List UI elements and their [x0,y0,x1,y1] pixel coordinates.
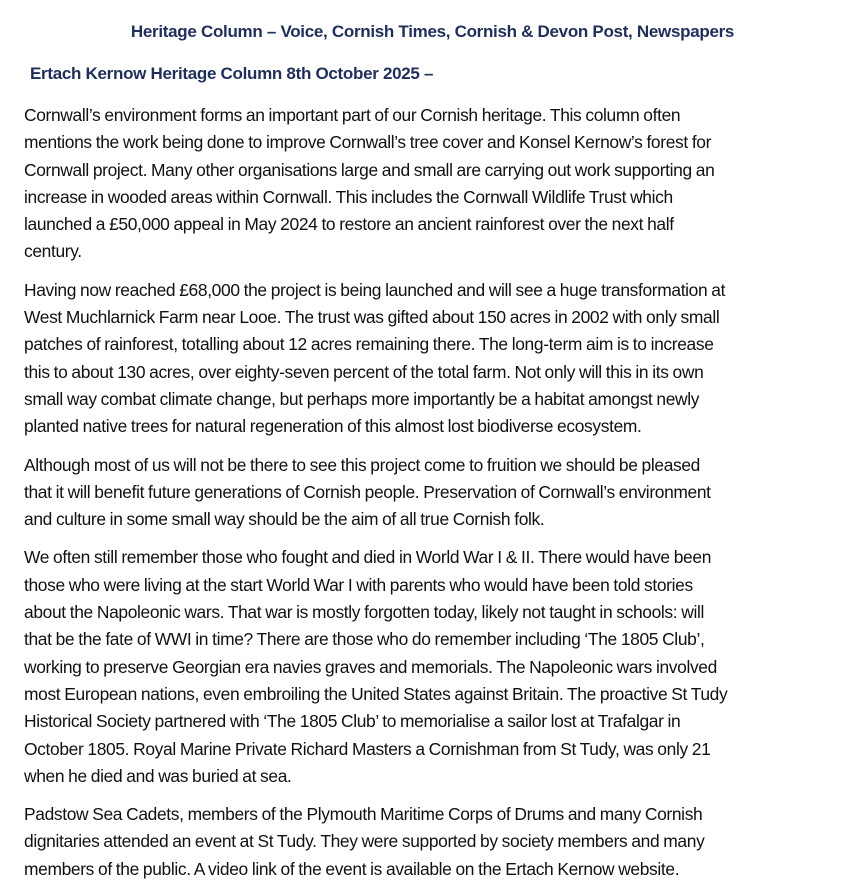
paragraph-st-tudy-event [24,801,836,883]
text-line: small way combat climate change, but perhaps more importantly be a habitat amongst newly [24,388,700,409]
text-line: most European nations, even embroiling the United States against Britain. The proactive St Tudy [24,683,728,704]
text-line: Padstow Sea Cadets, members of the Plymouth Maritime Corps of Drums and many Cornish [24,804,703,825]
text-line: patches of rainforest, totalling about 12 acres remaining there. The long-term aim is to increase [24,334,714,355]
text-line: century. [24,241,82,262]
paragraph-environment [24,102,836,266]
text-line: launched a £50,000 appeal in May 2024 to restore an ancient rainforest over the next half [24,214,674,235]
text-line: and culture in some small way should be the aim of all true Cornish folk. [24,509,545,530]
paragraph-napoleonic-wars [24,544,836,790]
text-line: Cornwall’s environment forms an important part of our Cornish heritage. This column often [24,105,681,125]
text-line: We often still remember those who fought and died in World War I & II. There would have been [24,547,712,568]
text-line: that it will benefit future generations of Cornish people. Preservation of Cornwall’s environment [24,481,711,502]
text-line: planted native trees for natural regeneration of this almost lost biodiverse ecosystem. [24,416,642,437]
page-title: Heritage Column – Voice, Cornish Times, Cornish & Devon Post, Newspapers [130,22,735,41]
text-line: that be the fate of WWI in time? There are those who do remember including ‘The 1805 Club’, [24,629,705,650]
column-subtitle: Ertach Kernow Heritage Column 8th October 2025 – [30,64,434,83]
text-line: Having now reached £68,000 the project is being launched and will see a huge transformation at [24,279,726,300]
text-line: increase in wooded areas within Cornwall. This includes the Cornwall Wildlife Trust which [24,186,673,207]
text-line: this to about 130 acres, over eighty-seven percent of the total farm. Not only will this in its own [24,361,704,382]
text-line: Historical Society partnered with ‘The 1805 Club’ to memorialise a sailor lost at Trafalgar in [24,711,681,732]
text-line: mentions the work being done to improve Cornwall’s tree cover and Konsel Kernow’s forest for [24,132,712,153]
text-line: Although most of us will not be there to see this project come to fruition we should be pleased [24,454,701,475]
text-line: working to preserve Georgian era navies graves and memorials. The Napoleonic wars involved [24,656,717,677]
paragraph-future-generations [24,452,836,534]
text-line: Cornwall project. Many other organisations large and small are carrying out work supporting an [24,159,715,180]
text-line: members of the public. A video link of the event is available on the Ertach Kernow website. [24,858,680,879]
text-line: when he died and was buried at sea. [24,765,292,786]
text-line: dignitaries attended an event at St Tudy. They were supported by society members and many [24,831,705,852]
text-line: about the Napoleonic wars. That war is mostly forgotten today, likely not taught in schools: will [24,602,704,623]
article-body [24,102,836,894]
text-line: those who were living at the start World War I with parents who would have been told stories [24,574,693,595]
paragraph-rainforest-project [24,277,836,441]
text-line: October 1805. Royal Marine Private Richard Masters a Cornishman from St Tudy, was only 21 [24,738,711,759]
text-line: West Muchlarnick Farm near Looe. The trust was gifted about 150 acres in 2002 with only small [24,307,720,328]
